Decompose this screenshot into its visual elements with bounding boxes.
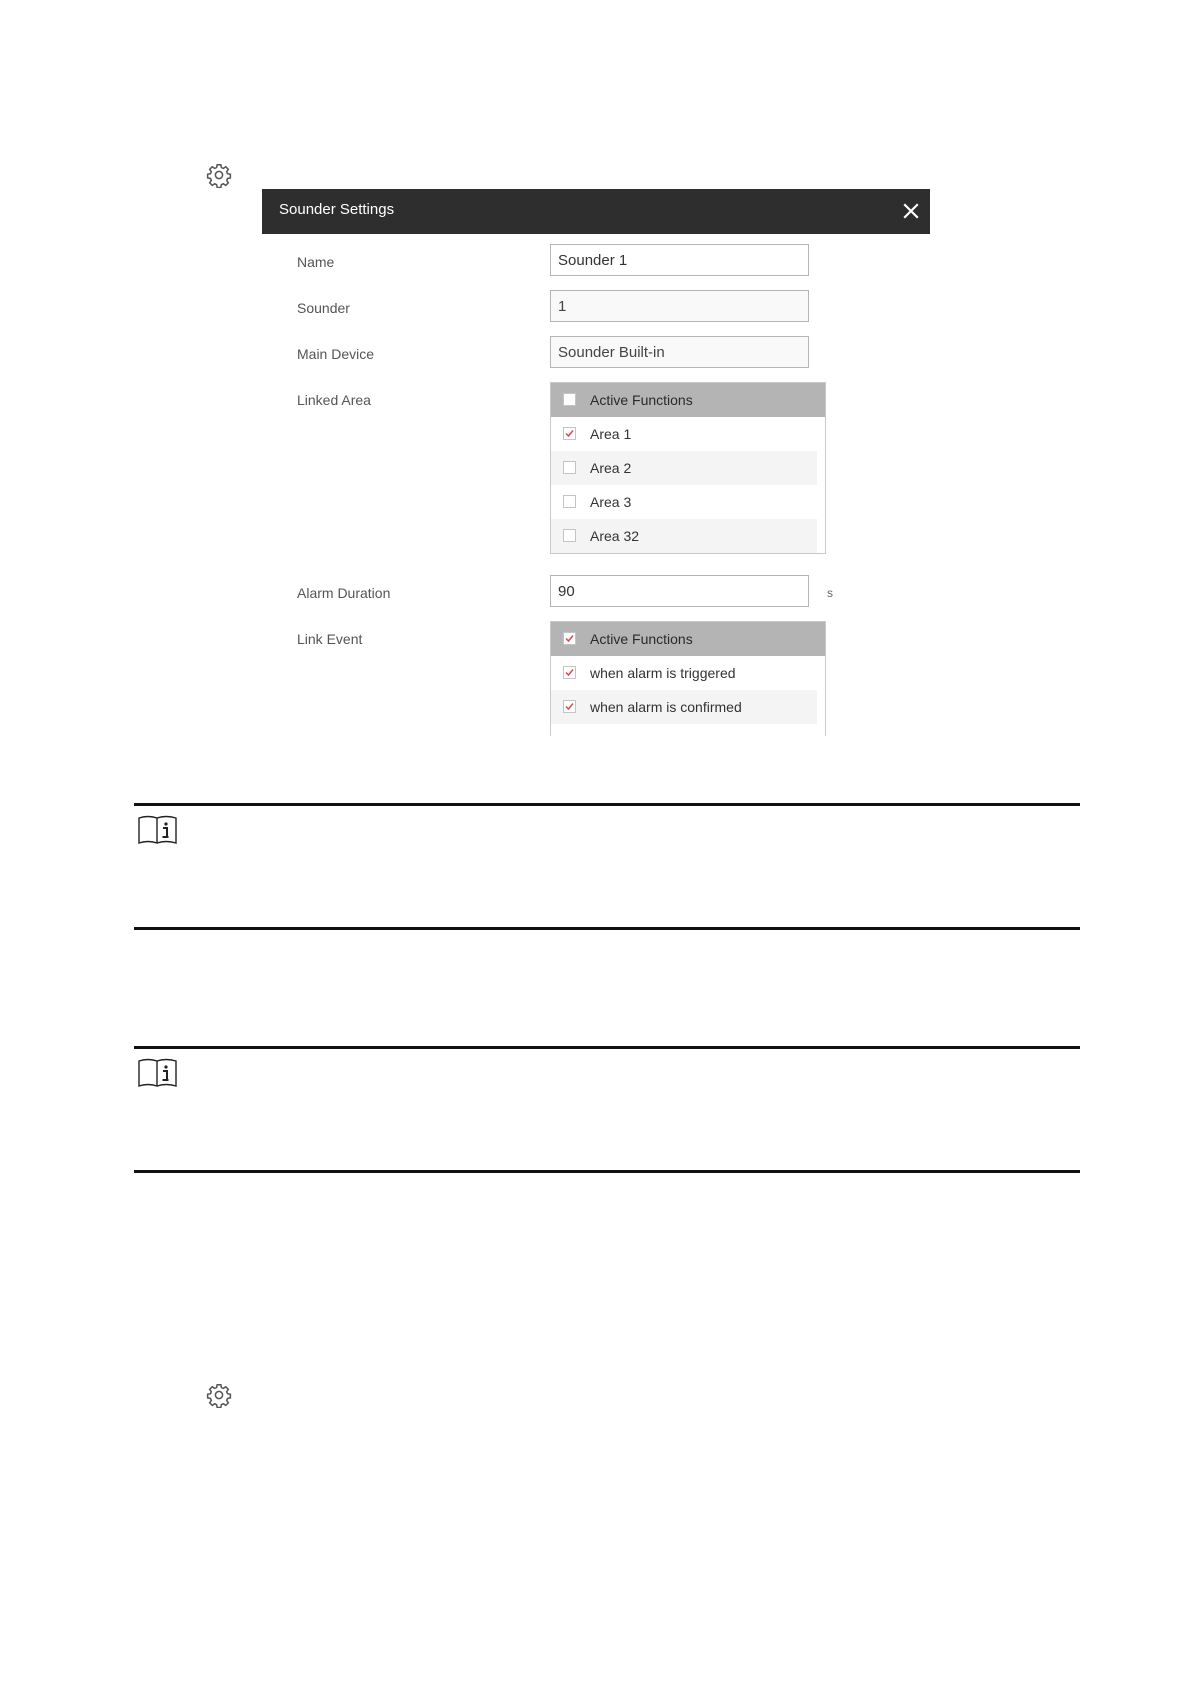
duration-unit: s <box>827 586 833 600</box>
link-event-list <box>550 621 826 736</box>
dialog-header <box>262 189 930 234</box>
main-device-field <box>550 336 809 368</box>
link-event-select-all[interactable] <box>551 622 825 656</box>
checkbox[interactable] <box>563 393 576 406</box>
sounder-label: Sounder <box>297 300 350 316</box>
dialog-title: Sounder Settings <box>279 201 395 218</box>
list-item[interactable] <box>551 690 817 724</box>
checkbox-checked[interactable] <box>563 666 576 679</box>
checkbox[interactable] <box>563 529 576 542</box>
list-item-label: when alarm is confirmed <box>590 699 742 715</box>
checkmark-icon <box>564 667 575 678</box>
list-item-label: Area 1 <box>590 426 632 442</box>
list-header-label: Active Functions <box>590 631 693 647</box>
sounder-settings-dialog <box>262 189 930 736</box>
note-top-rule <box>134 1046 1080 1049</box>
gear-icon[interactable] <box>206 1382 232 1408</box>
note-info-icon <box>137 1057 179 1089</box>
list-item[interactable] <box>551 451 817 485</box>
list-item-label: Area 2 <box>590 460 632 476</box>
list-item-label: Area 3 <box>590 494 632 510</box>
checkbox[interactable] <box>563 461 576 474</box>
alarm-duration-input[interactable] <box>550 575 809 607</box>
close-icon[interactable] <box>900 200 922 222</box>
linked-area-list <box>550 382 826 554</box>
list-item[interactable] <box>551 485 825 519</box>
link-event-label: Link Event <box>297 631 363 647</box>
note-bottom-rule <box>134 927 1080 930</box>
note-bottom-rule <box>134 1170 1080 1173</box>
note-top-rule <box>134 803 1080 806</box>
checkmark-icon <box>564 428 575 439</box>
main-device-label: Main Device <box>297 346 375 362</box>
checkmark-icon <box>564 701 575 712</box>
checkbox-checked[interactable] <box>563 700 576 713</box>
checkbox-checked[interactable] <box>563 427 576 440</box>
checkmark-icon <box>564 633 575 644</box>
list-header-label: Active Functions <box>590 392 693 408</box>
list-item[interactable] <box>551 519 817 553</box>
name-label: Name <box>297 254 335 270</box>
sounder-field <box>550 290 809 322</box>
checkbox[interactable] <box>563 495 576 508</box>
name-input[interactable] <box>550 244 809 276</box>
list-item-label: when alarm is triggered <box>590 665 736 681</box>
list-item[interactable] <box>551 417 825 451</box>
list-item[interactable] <box>551 656 825 690</box>
linked-area-select-all[interactable] <box>551 383 825 417</box>
list-item-label: Area 32 <box>590 528 640 544</box>
alarm-duration-label: Alarm Duration <box>297 585 391 601</box>
checkbox-checked[interactable] <box>563 632 576 645</box>
linked-area-label: Linked Area <box>297 392 371 408</box>
note-info-icon <box>137 814 179 846</box>
gear-icon[interactable] <box>206 162 232 188</box>
